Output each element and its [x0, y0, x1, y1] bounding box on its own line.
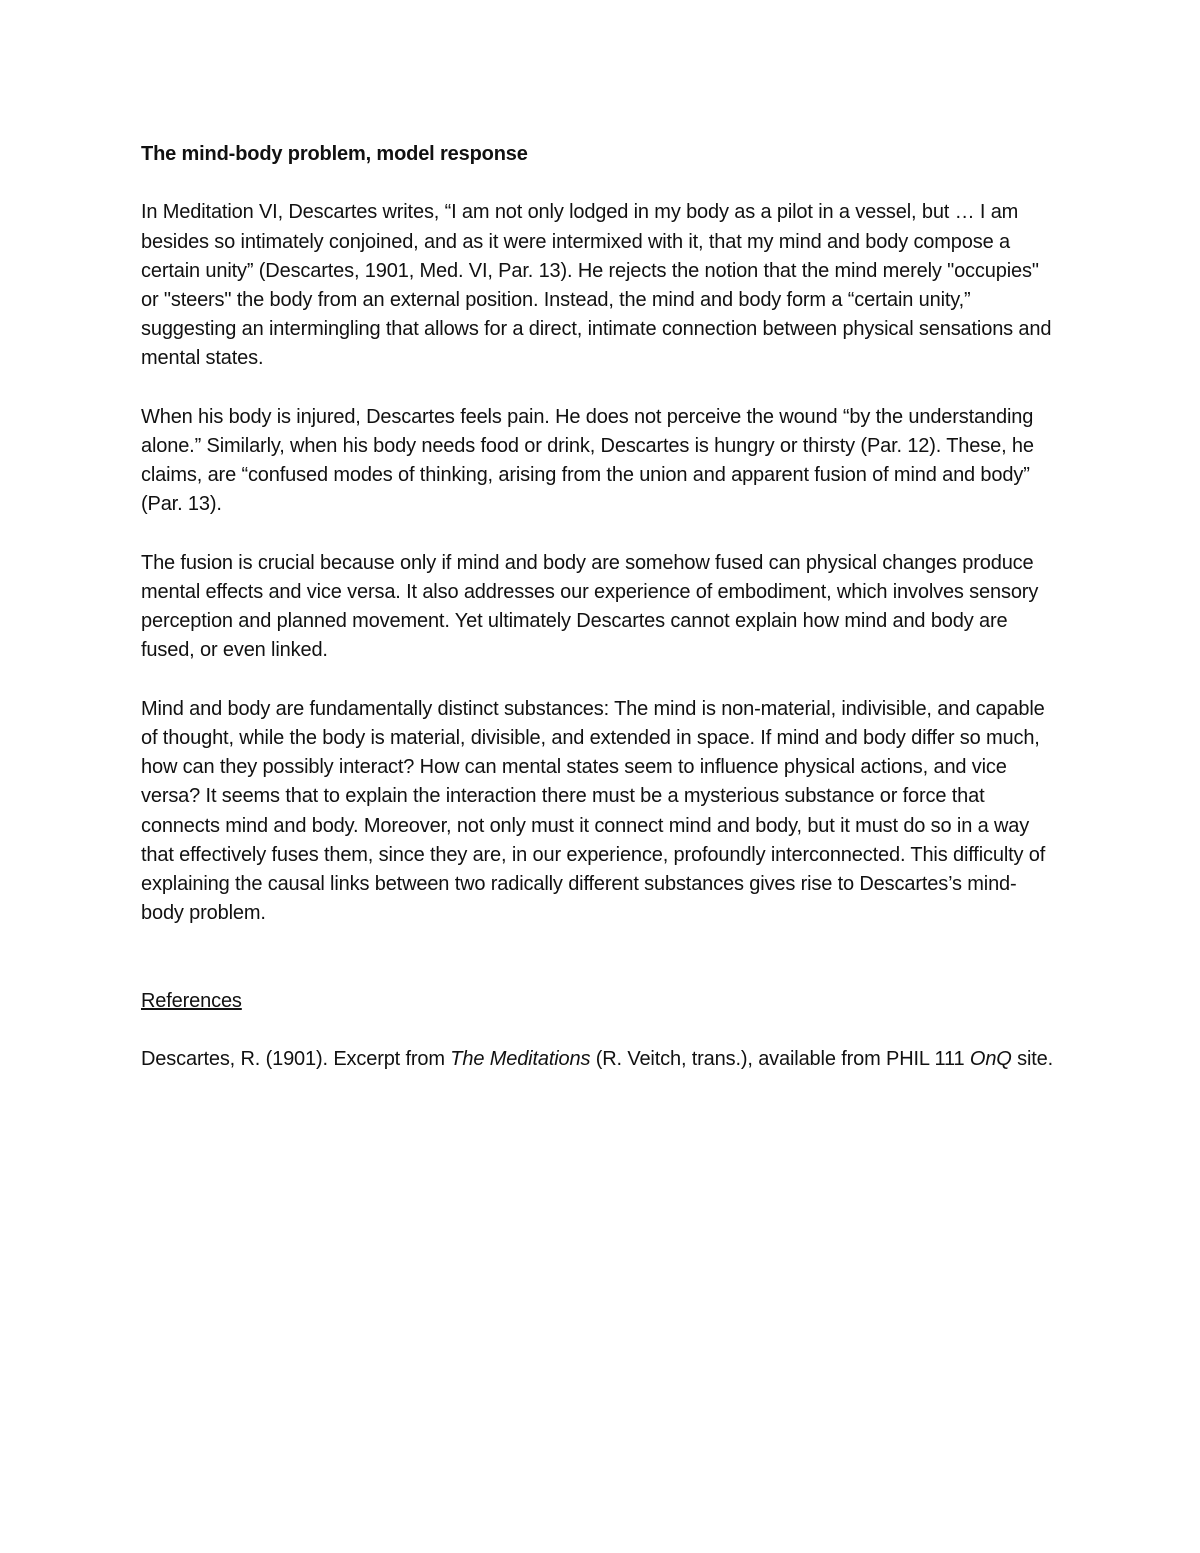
reference-book-title: The Meditations: [450, 1048, 591, 1071]
reference-site-name: OnQ: [969, 1048, 1012, 1071]
spacer: [141, 1016, 1056, 1045]
reference-text-3: site.: [1011, 1048, 1054, 1071]
spacer: [141, 666, 1056, 695]
spacer: [141, 169, 1056, 198]
document-title: The mind-body problem, model response: [141, 143, 528, 165]
spacer: [141, 374, 1056, 403]
spacer: [141, 520, 1056, 549]
references-heading: References: [141, 989, 242, 1012]
paragraph-4: Mind and body are fundamentally distinct substances: The mind is non-material, indivisible, and capable of thought, while the body is material, divisible, and extended in space. If mind and body differ so much, how can they possibly interact? How can mental states seem to influence physical actions, and vice versa? It seems that to explain the interaction there must be a mysterious substance or force that connects mind and body. Moreover, not only must it connect mind and body, but it must do so in a way that effectively fuses them, since they are, in our experience, profoundly interconnected. This difficulty of explaining the causal links between two radically different substances gives rise to Descartes’s mind-body problem.: [141, 697, 1046, 925]
paragraph-3: The fusion is crucial because only if mind and body are somehow fused can physical changes produce mental effects and vice versa. It also addresses our experience of embodiment, which involves sensory perception and planned movement. Yet ultimately Descartes cannot explain how mind and body are fused, or even linked.: [141, 551, 1039, 662]
spacer: [141, 928, 1056, 986]
paragraph-2: When his body is injured, Descartes feels pain. He does not perceive the wound “by the understanding alone.” Similarly, when his body needs food or drink, Descartes is hungry or thirsty (Par. 12). These, he claims, are “confused modes of thinking, arising from the union and apparent fusion of mind and body” (Par. 13).: [141, 405, 1034, 516]
paragraph-1: In Meditation VI, Descartes writes, “I am not only lodged in my body as a pilot in a vessel, but … I am besides so intimately conjoined, and as it were intermixed with it, that my mind and body compose a certain unity” (Descartes, 1901, Med. VI, Par. 13). He rejects the notion that the mind merely "occupies" or "steers" the body from an external position. Instead, the mind and body form a “certain unity,” suggesting an intermingling that allows for a direct, intimate connection between physical sensations and mental states.: [141, 201, 1052, 370]
reference-text-1: Descartes, R. (1901). Excerpt from: [141, 1048, 451, 1071]
document-body: [141, 140, 1056, 1074]
reference-entry: [141, 1045, 1056, 1074]
reference-text-2: (R. Veitch, trans.), available from PHIL 111: [590, 1048, 970, 1071]
